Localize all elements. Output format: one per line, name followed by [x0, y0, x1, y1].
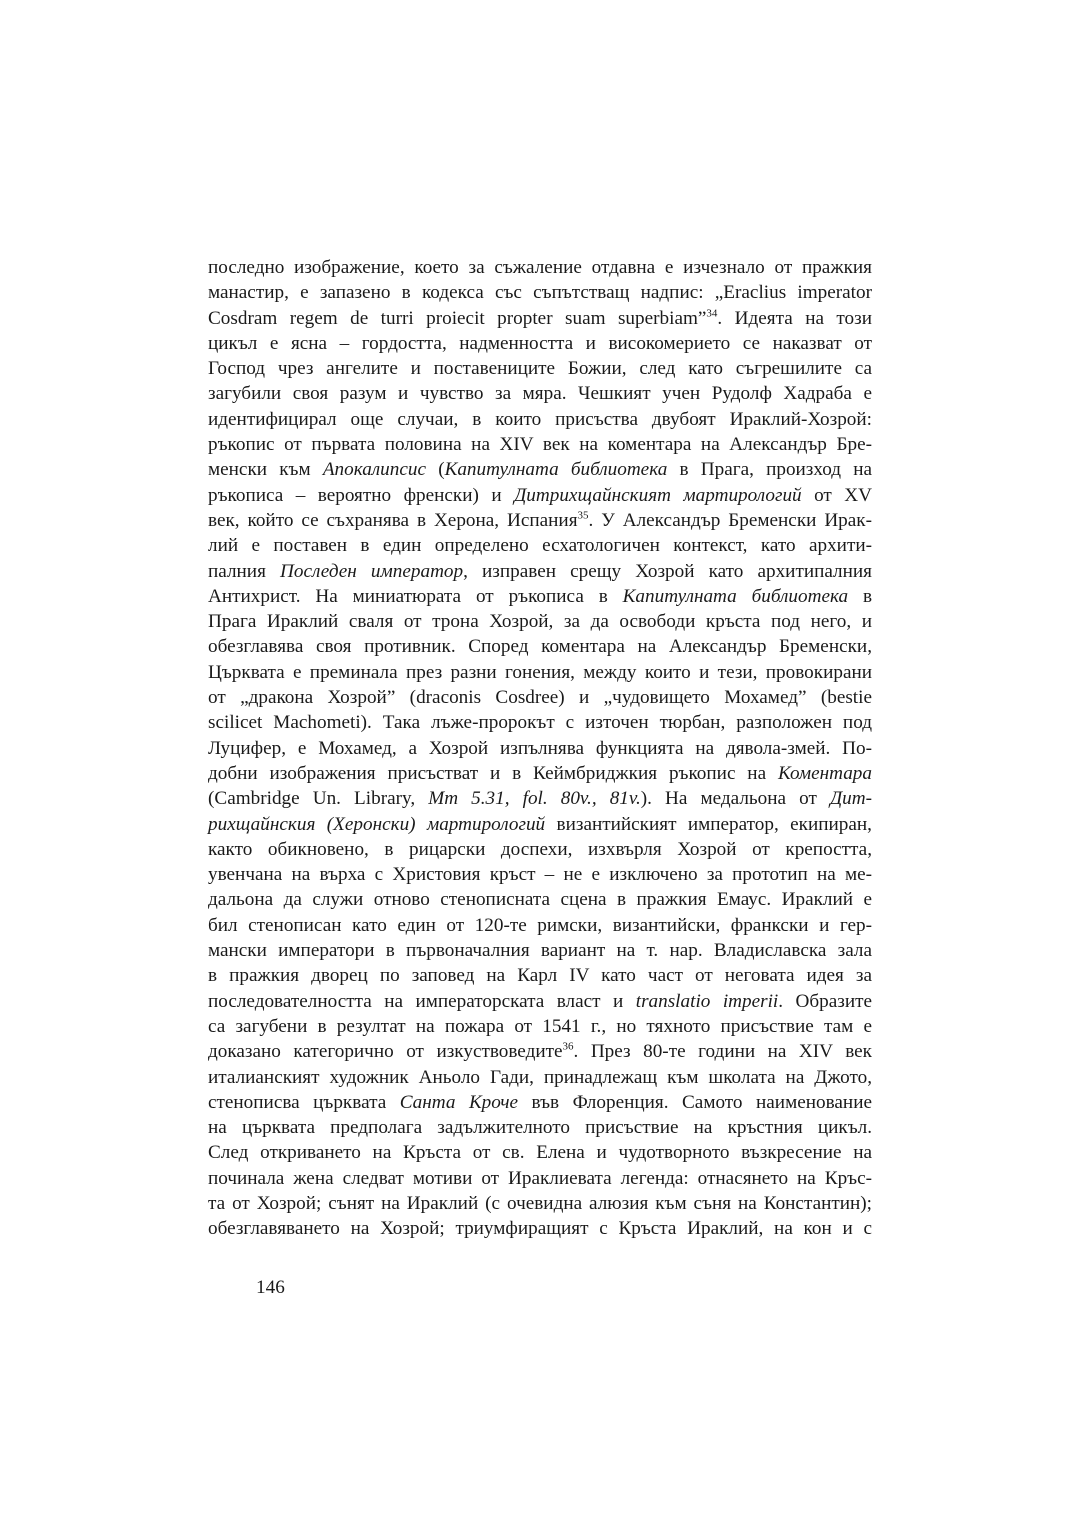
text-segment: манастир, е запазено в кодекса със съпътстващ надпис: „Eraclius imperator	[208, 282, 872, 304]
text-line	[208, 685, 872, 710]
text-segment: . През 80-те години на XIV век	[573, 1041, 872, 1063]
text-line	[208, 407, 872, 432]
text-segment: , изправен срещу Хозрой като архитипалния	[463, 560, 872, 582]
text-line	[208, 634, 872, 659]
text-segment: Луцифер, е Мохамед, а Хозрой изпълнява функцията на дявола-змей. По-	[208, 737, 872, 759]
text-line	[208, 1039, 872, 1064]
text-line	[208, 660, 872, 685]
italic-text: Коментара	[777, 762, 872, 784]
text-segment: scilicet Machometi). Така лъже-пророкът с източен тюрбан, разположен под	[208, 712, 872, 734]
text-segment: Господ чрез ангелите и поставениците Божии, след като съгрешилите са	[208, 358, 872, 380]
text-segment: мански императори в първоначалния вариант на т. нар. Владиславска зала	[208, 940, 872, 962]
text-segment: стенописва църквата	[208, 1091, 400, 1113]
text-line	[208, 837, 872, 862]
text-segment: увенчана на върха с Христовия кръст – не е изключено за прототип на ме-	[208, 864, 872, 886]
text-segment: След откриването на Кръста от св. Елена и чудотворното възкресение на	[208, 1142, 872, 1164]
italic-text: Капитулната библиотека	[444, 459, 668, 481]
text-segment: цикъл е ясна – гордостта, надменността и високомерието се наказват от	[208, 332, 872, 354]
text-segment: Cosdram regem de turri proiecit propter suam superbiam”	[208, 307, 707, 329]
text-segment: в	[848, 585, 873, 607]
text-segment: в пражкия дворец по заповед на Карл IV като част от неговата идея за	[208, 965, 872, 987]
text-line	[208, 1191, 872, 1216]
italic-text: Капитулната библиотека	[622, 585, 849, 607]
text-segment: Прага Ираклий сваля от трона Хозрой, за да освободи кръста под него, и	[208, 611, 872, 633]
text-line	[208, 786, 872, 811]
text-segment: обезглавяването на Хозрой; триумфиращият с Кръста Ираклий, на кон и с	[208, 1218, 872, 1240]
footnote-ref: 36	[562, 1040, 574, 1053]
text-line	[208, 1140, 872, 1165]
text-segment: ръкописа – вероятно френски) и	[208, 484, 515, 506]
text-segment: (Cambridge Un. Library,	[208, 788, 429, 810]
text-line	[208, 559, 872, 584]
text-segment: добни изображения присъстват и в Кеймбриджкия ръкопис на	[208, 762, 778, 784]
italic-text: Санта Кроче	[399, 1091, 519, 1113]
text-segment: палния	[208, 560, 280, 582]
text-line	[208, 381, 872, 406]
text-line	[208, 761, 872, 786]
text-segment: та от Хозрой; сънят на Ираклий (с очевидна алюзия към съня на Константин);	[208, 1192, 872, 1214]
italic-text: Дитрихщайнският мартирологий	[514, 484, 802, 506]
text-line	[208, 963, 872, 988]
text-line	[208, 432, 872, 457]
text-segment: бил стенописан като един от 120-те римски, византийски, франкски и гер-	[208, 914, 872, 936]
italic-text: Mm 5.31, fol. 80v., 81v.	[428, 788, 641, 810]
text-line	[208, 483, 872, 508]
italic-text: рихщайнския (Херонски) мартирологий	[208, 813, 546, 835]
text-line	[208, 533, 872, 558]
text-line	[208, 989, 872, 1014]
footnote-ref: 34	[706, 307, 718, 320]
text-segment: . Образите	[778, 990, 873, 1012]
text-line	[208, 1166, 872, 1191]
page-number: 146	[256, 1277, 285, 1298]
text-segment: последно изображение, което за съжаление отдавна е изчезнало от пражкия	[208, 257, 872, 278]
text-line	[208, 938, 872, 963]
text-segment: . У Александър Бременски Ирак-	[588, 509, 872, 531]
text-segment: са загубени в резултат на пожара от 1541 г., но тяхното присъствие там е	[208, 1015, 872, 1037]
italic-text: Апокалипсис	[322, 459, 426, 481]
text-segment: от „дракона Хозрой” (draconis Cosdree) и „чудовището Мохамед” (bestie	[208, 687, 872, 709]
body-text	[208, 255, 872, 1242]
text-segment: на църквата предполага задължителното присъствие на кръстния цикъл.	[208, 1117, 872, 1139]
italic-text: Последен император	[280, 560, 464, 582]
text-line	[208, 280, 872, 305]
text-segment: век, който се съхранява в Херона, Испания	[208, 509, 578, 531]
text-segment: (	[426, 459, 445, 481]
text-segment: италианският художник Аньоло Гади, принадлежащ към школата на Джото,	[208, 1066, 872, 1088]
text-segment: обезглавява своя противник. Според коментара на Александър Бременски,	[208, 636, 872, 658]
text-line	[208, 1115, 872, 1140]
italic-text: Дит-	[829, 788, 873, 810]
text-segment: дальона да служи отново стенописната сцена в пражкия Емаус. Ираклий е	[208, 889, 872, 911]
text-segment: починала жена следват мотиви от Ираклиевата легенда: отнасянето на Кръс-	[208, 1167, 872, 1189]
text-line	[208, 812, 872, 837]
text-line	[208, 1090, 872, 1115]
text-segment: загубили своя разум и чувство за мяра. Чешкият учен Рудолф Хадраба е	[208, 383, 872, 405]
footnote-ref: 35	[577, 509, 589, 522]
text-line	[208, 356, 872, 381]
text-segment: последователността на императорската власт и	[208, 990, 636, 1012]
text-segment: във Флоренция. Самото наименование	[518, 1091, 872, 1113]
text-line	[208, 331, 872, 356]
text-line	[208, 710, 872, 735]
text-line	[208, 609, 872, 634]
text-segment: византийският император, екипиран,	[545, 813, 872, 835]
text-line	[208, 457, 872, 482]
text-segment: ). На медальона от	[640, 788, 830, 810]
text-segment: в Прага, произход на	[667, 459, 873, 481]
text-line	[208, 306, 872, 331]
text-segment: доказано категорично от изкуствоведите	[208, 1041, 563, 1063]
text-line	[208, 887, 872, 912]
text-segment: от XV	[801, 484, 872, 506]
text-line	[208, 255, 872, 280]
text-segment: както обикновено, в рицарски доспехи, изхвърля Хозрой от крепостта,	[208, 838, 872, 860]
text-line	[208, 584, 872, 609]
text-line	[208, 1065, 872, 1090]
text-line	[208, 913, 872, 938]
text-segment: Антихрист. На миниатюрата от ръкописа в	[208, 585, 623, 607]
text-line	[208, 862, 872, 887]
text-line	[208, 736, 872, 761]
text-segment: Църквата е преминала през разни гонения, между които и тези, провокирани	[208, 661, 872, 683]
text-segment: ръкопис от първата половина на XIV век на коментара на Александър Бре-	[208, 434, 872, 456]
text-segment: идентифицирал още случаи, в които присъства двубоят Ираклий-Хозрой:	[208, 408, 872, 430]
text-segment: лий е поставен в един определено есхатологичен контекст, като архити-	[208, 535, 872, 557]
text-segment: менски към	[208, 459, 323, 481]
text-line	[208, 1216, 872, 1241]
text-segment: . Идеята на този	[717, 307, 872, 329]
text-line	[208, 508, 872, 533]
italic-text: translatio imperii	[635, 990, 779, 1012]
text-line	[208, 1014, 872, 1039]
